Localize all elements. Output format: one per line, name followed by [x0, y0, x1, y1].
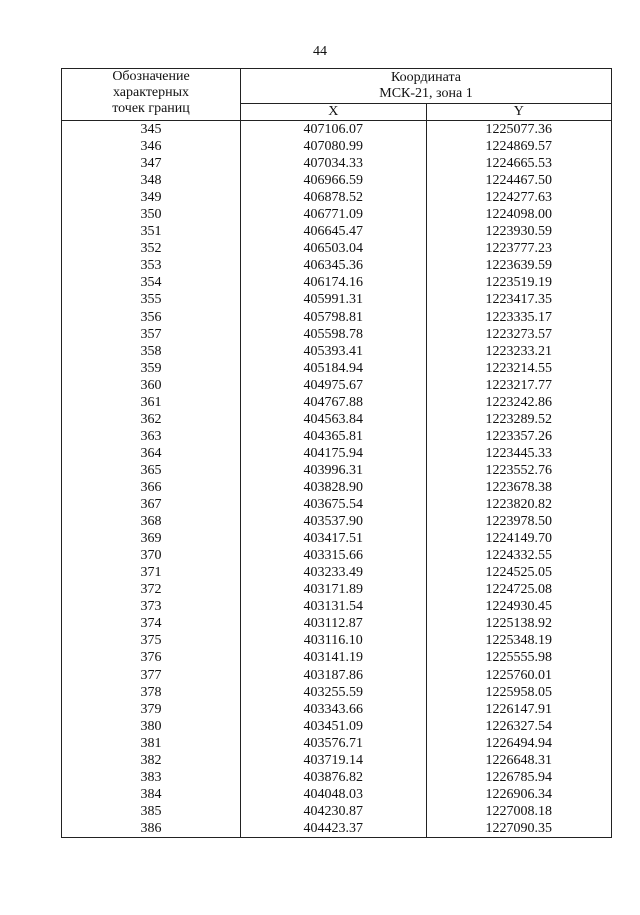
- point-number-cell: 359: [62, 360, 241, 377]
- y-value-cell: 1223930.59: [426, 223, 612, 240]
- x-value-cell: 404175.94: [241, 445, 427, 462]
- point-number-cell: 362: [62, 411, 241, 428]
- x-value-cell: 403112.87: [241, 615, 427, 632]
- y-value-cell: 1223357.26: [426, 428, 612, 445]
- designation-header: [62, 69, 241, 121]
- x-value-cell: 405184.94: [241, 360, 427, 377]
- point-number-cell: 348: [62, 172, 241, 189]
- table-row: [62, 564, 612, 581]
- point-number-cell: 381: [62, 735, 241, 752]
- table-row: [62, 820, 612, 838]
- table-row: [62, 684, 612, 701]
- x-value-cell: 405598.78: [241, 326, 427, 343]
- designation-line-1: Обозначение: [112, 69, 190, 84]
- point-number-cell: 361: [62, 394, 241, 411]
- point-number-cell: 380: [62, 718, 241, 735]
- table-row: [62, 394, 612, 411]
- table-row: [62, 377, 612, 394]
- point-number-cell: 347: [62, 155, 241, 172]
- y-value-cell: 1226147.91: [426, 701, 612, 718]
- y-value-cell: 1224869.57: [426, 138, 612, 155]
- point-number-cell: 375: [62, 632, 241, 649]
- designation-line-3: точек границ: [112, 101, 190, 116]
- x-value-cell: 406771.09: [241, 206, 427, 223]
- x-value-cell: 407106.07: [241, 121, 427, 139]
- y-value-cell: 1224098.00: [426, 206, 612, 223]
- table-row: [62, 121, 612, 139]
- table-row: [62, 649, 612, 666]
- x-value-cell: 404975.67: [241, 377, 427, 394]
- y-value-cell: 1225077.36: [426, 121, 612, 139]
- x-value-cell: 406503.04: [241, 240, 427, 257]
- y-value-cell: 1225348.19: [426, 632, 612, 649]
- point-number-cell: 358: [62, 343, 241, 360]
- y-value-cell: 1223335.17: [426, 309, 612, 326]
- point-number-cell: 382: [62, 752, 241, 769]
- table-row: [62, 769, 612, 786]
- point-number-cell: 349: [62, 189, 241, 206]
- x-value-cell: 403719.14: [241, 752, 427, 769]
- table-row: [62, 411, 612, 428]
- x-value-cell: 406345.36: [241, 257, 427, 274]
- y-value-cell: 1223519.19: [426, 274, 612, 291]
- y-value-cell: 1226785.94: [426, 769, 612, 786]
- table-row: [62, 172, 612, 189]
- y-column-header: Y: [426, 104, 612, 121]
- x-value-cell: 404767.88: [241, 394, 427, 411]
- table-row: [62, 786, 612, 803]
- coordinate-title: Координата: [391, 70, 461, 85]
- table-row: [62, 803, 612, 820]
- x-value-cell: 403171.89: [241, 581, 427, 598]
- y-value-cell: 1225138.92: [426, 615, 612, 632]
- table-row: [62, 360, 612, 377]
- x-value-cell: 407080.99: [241, 138, 427, 155]
- x-value-cell: 403343.66: [241, 701, 427, 718]
- y-value-cell: 1223777.23: [426, 240, 612, 257]
- x-value-cell: 404048.03: [241, 786, 427, 803]
- y-value-cell: 1223214.55: [426, 360, 612, 377]
- designation-line-2: характерных: [112, 85, 190, 100]
- point-number-cell: 363: [62, 428, 241, 445]
- x-value-cell: 404563.84: [241, 411, 427, 428]
- table-row: [62, 326, 612, 343]
- table-row: [62, 632, 612, 649]
- table-row: [62, 667, 612, 684]
- point-number-cell: 371: [62, 564, 241, 581]
- table-row: [62, 291, 612, 308]
- coordinate-header: [241, 69, 612, 104]
- x-value-cell: 406878.52: [241, 189, 427, 206]
- y-value-cell: 1227090.35: [426, 820, 612, 838]
- point-number-cell: 378: [62, 684, 241, 701]
- point-number-cell: 360: [62, 377, 241, 394]
- table-body: [62, 121, 612, 838]
- table-row: [62, 206, 612, 223]
- y-value-cell: 1223445.33: [426, 445, 612, 462]
- y-value-cell: 1224332.55: [426, 547, 612, 564]
- y-value-cell: 1223273.57: [426, 326, 612, 343]
- table-row: [62, 735, 612, 752]
- point-number-cell: 377: [62, 667, 241, 684]
- table-row: [62, 479, 612, 496]
- table-row: [62, 581, 612, 598]
- table-row: [62, 530, 612, 547]
- x-value-cell: 403451.09: [241, 718, 427, 735]
- y-value-cell: 1223242.86: [426, 394, 612, 411]
- x-value-cell: 403876.82: [241, 769, 427, 786]
- x-value-cell: 405991.31: [241, 291, 427, 308]
- coordinate-system: МСК-21, зона 1: [379, 86, 473, 101]
- table-row: [62, 240, 612, 257]
- x-value-cell: 404365.81: [241, 428, 427, 445]
- point-number-cell: 384: [62, 786, 241, 803]
- x-value-cell: 406645.47: [241, 223, 427, 240]
- point-number-cell: 373: [62, 598, 241, 615]
- y-value-cell: 1224665.53: [426, 155, 612, 172]
- x-value-cell: 403116.10: [241, 632, 427, 649]
- y-value-cell: 1223289.52: [426, 411, 612, 428]
- table-row: [62, 598, 612, 615]
- point-number-cell: 350: [62, 206, 241, 223]
- y-value-cell: 1224467.50: [426, 172, 612, 189]
- x-value-cell: 406174.16: [241, 274, 427, 291]
- y-value-cell: 1223417.35: [426, 291, 612, 308]
- x-value-cell: 403537.90: [241, 513, 427, 530]
- y-value-cell: 1226494.94: [426, 735, 612, 752]
- point-number-cell: 368: [62, 513, 241, 530]
- page-number: 44: [313, 44, 327, 59]
- x-value-cell: 405798.81: [241, 309, 427, 326]
- y-value-cell: 1223217.77: [426, 377, 612, 394]
- y-value-cell: 1224725.08: [426, 581, 612, 598]
- y-value-cell: 1223233.21: [426, 343, 612, 360]
- point-number-cell: 370: [62, 547, 241, 564]
- point-number-cell: 354: [62, 274, 241, 291]
- x-value-cell: 403828.90: [241, 479, 427, 496]
- table-row: [62, 257, 612, 274]
- table-row: [62, 445, 612, 462]
- y-value-cell: 1227008.18: [426, 803, 612, 820]
- point-number-cell: 346: [62, 138, 241, 155]
- point-number-cell: 364: [62, 445, 241, 462]
- point-number-cell: 376: [62, 649, 241, 666]
- table-row: [62, 496, 612, 513]
- point-number-cell: 386: [62, 820, 241, 838]
- table-row: [62, 343, 612, 360]
- point-number-cell: 372: [62, 581, 241, 598]
- point-number-cell: 357: [62, 326, 241, 343]
- point-number-cell: 345: [62, 121, 241, 139]
- y-value-cell: 1226327.54: [426, 718, 612, 735]
- y-value-cell: 1224149.70: [426, 530, 612, 547]
- table-row: [62, 462, 612, 479]
- point-number-cell: 365: [62, 462, 241, 479]
- table-row: [62, 718, 612, 735]
- x-value-cell: 403187.86: [241, 667, 427, 684]
- table-row: [62, 189, 612, 206]
- point-number-cell: 351: [62, 223, 241, 240]
- point-number-cell: 356: [62, 309, 241, 326]
- table-row: [62, 274, 612, 291]
- x-value-cell: 403315.66: [241, 547, 427, 564]
- table-row: [62, 701, 612, 718]
- point-number-cell: 367: [62, 496, 241, 513]
- y-value-cell: 1223820.82: [426, 496, 612, 513]
- x-value-cell: 406966.59: [241, 172, 427, 189]
- point-number-cell: 383: [62, 769, 241, 786]
- y-value-cell: 1223978.50: [426, 513, 612, 530]
- coordinates-table: [61, 68, 612, 838]
- x-value-cell: 403996.31: [241, 462, 427, 479]
- x-value-cell: 403131.54: [241, 598, 427, 615]
- point-number-cell: 369: [62, 530, 241, 547]
- point-number-cell: 379: [62, 701, 241, 718]
- x-value-cell: 405393.41: [241, 343, 427, 360]
- point-number-cell: 353: [62, 257, 241, 274]
- y-value-cell: 1226906.34: [426, 786, 612, 803]
- y-value-cell: 1224277.63: [426, 189, 612, 206]
- y-value-cell: 1224930.45: [426, 598, 612, 615]
- y-value-cell: 1223678.38: [426, 479, 612, 496]
- x-value-cell: 403141.19: [241, 649, 427, 666]
- point-number-cell: 374: [62, 615, 241, 632]
- table-row: [62, 513, 612, 530]
- table-row: [62, 752, 612, 769]
- x-value-cell: 404423.37: [241, 820, 427, 838]
- y-value-cell: 1225958.05: [426, 684, 612, 701]
- x-value-cell: 403576.71: [241, 735, 427, 752]
- y-value-cell: 1224525.05: [426, 564, 612, 581]
- y-value-cell: 1225555.98: [426, 649, 612, 666]
- x-value-cell: 403233.49: [241, 564, 427, 581]
- y-value-cell: 1223639.59: [426, 257, 612, 274]
- x-value-cell: 407034.33: [241, 155, 427, 172]
- table-row: [62, 155, 612, 172]
- x-value-cell: 404230.87: [241, 803, 427, 820]
- x-value-cell: 403417.51: [241, 530, 427, 547]
- x-column-header: X: [241, 104, 427, 121]
- point-number-cell: 355: [62, 291, 241, 308]
- table-row: [62, 428, 612, 445]
- point-number-cell: 385: [62, 803, 241, 820]
- y-value-cell: 1226648.31: [426, 752, 612, 769]
- table-row: [62, 138, 612, 155]
- y-value-cell: 1223552.76: [426, 462, 612, 479]
- x-value-cell: 403675.54: [241, 496, 427, 513]
- point-number-cell: 352: [62, 240, 241, 257]
- table-row: [62, 615, 612, 632]
- table-row: [62, 223, 612, 240]
- table-row: [62, 309, 612, 326]
- x-value-cell: 403255.59: [241, 684, 427, 701]
- point-number-cell: 366: [62, 479, 241, 496]
- y-value-cell: 1225760.01: [426, 667, 612, 684]
- table-row: [62, 547, 612, 564]
